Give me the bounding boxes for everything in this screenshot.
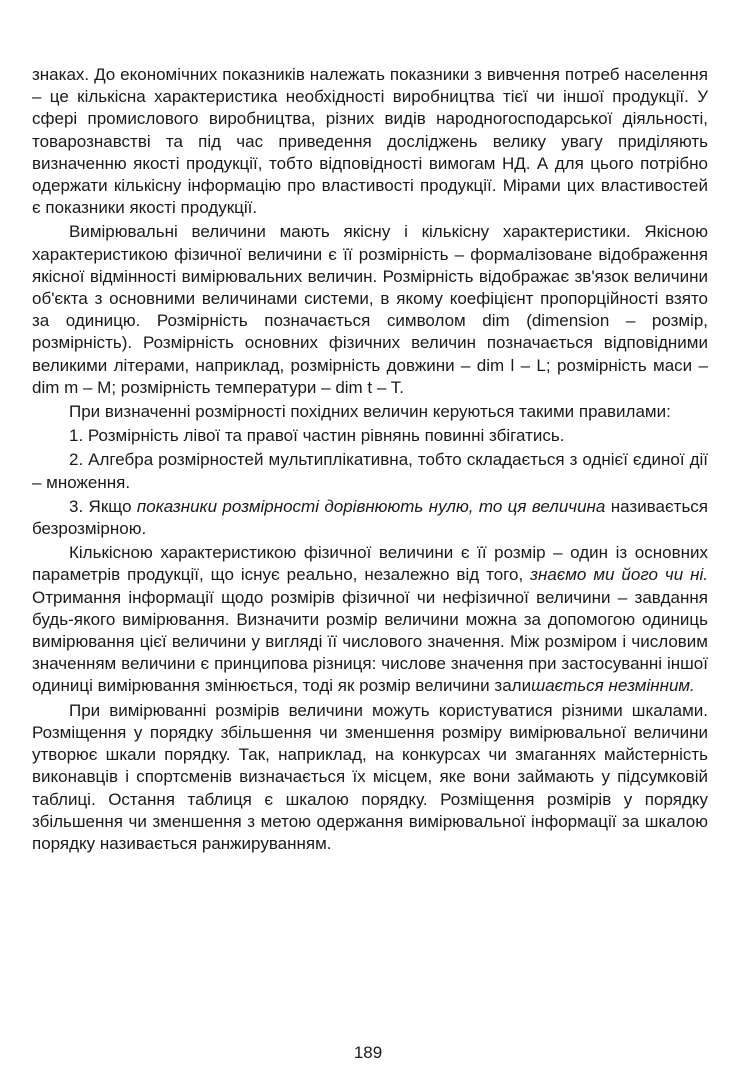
rule-1: 1. Розмірність лівої та правої частин рівнянь повинні збігатись. bbox=[69, 426, 565, 446]
paragraph-dimension: Вимірювальні величини мають якісну і кількісну характеристики. Якісною характеристикою фізичної величини є її розмірність – формалізоване відображення якісної відмінності вимірювальних величин. Розмірність відображає зв'язок величини об'єкта з основними величинами системи, в якому коефіцієнт пропорційності взято за одиницю. Розмірність позначається символом dim (dimension – розмір, розмірність). Розмірність основних фізичних величин позначається відповідними великими літерами, наприклад, розмірність довжини – dim l – L; розмірність маси – dim m – M; розмірність температури – dim t – T. bbox=[32, 222, 708, 397]
page-body bbox=[32, 64, 708, 857]
paragraph-size bbox=[32, 542, 708, 697]
paragraph-economic-indicators: знаках. До економічних показників належать показники з вивчення потреб населення – це кількісна характеристика необхідності виробництва тієї чи іншої продукції. У сфері промислового виробництва, різних видів народногосподарської діяльності, товарознавстві та під час приведення досліджень велику увагу приділяють визначенню якості продукції, тобто відповідності вимогам НД. А для цього потрібно одержати кількісну інформацію про властивості продукції. Мірами цих властивостей є показники якості продукції. bbox=[32, 65, 708, 218]
paragraph-size-start: Кількісною характеристикою фізичної величини є її розмір – один із основних параметрів продукції, що існує реально, незалежно від того, bbox=[32, 543, 708, 585]
rule-3-end: називається безрозмірною. bbox=[32, 496, 709, 539]
rule-2: 2. Алгебра розмірностей мультиплікативна, тобто складається з однієї єдиної дії – множення. bbox=[32, 450, 708, 492]
paragraph-scales: При вимірюванні розмірів величини можуть користуватися різними шкалами. Розміщення у порядку збільшення чи зменшення розміру вимірювальної величини утворює шкали порядку. Так, наприклад, на конкурсах чи змаганнях майстерність виконавців і спортсменів визначається їх місцем, яке вони займають у підсумковій таблиці. Остання таблиця є шкалою порядку. Розміщення розмірів у порядку збільшення чи зменшення з метою одержання вимірювальної інформації за шкалою порядку називається ранжируванням. bbox=[32, 700, 708, 853]
rule-3 bbox=[32, 496, 708, 540]
paragraph-rules-intro: При визначенні розмірності похідних величин керуються такими правилами: bbox=[69, 402, 671, 422]
rule-3-italic: показники розмірності дорівнюють нулю, то ця величина bbox=[136, 496, 606, 516]
paragraph-size-italic-2: шається незмінним. bbox=[531, 676, 695, 696]
page-number: 189 bbox=[353, 1043, 383, 1062]
paragraph-size-mid: Отримання інформації щодо розмірів фізичної чи нефізичної величини – завдання будь-якого вимірювання. Визначити розмір величини можна за допомогою одиниць вимірювання цієї величини у вигляді її числового значення. Між розміром і числовим значенням величини є принципова різниця: числове значення при застосуванні іншої одиниці вимірювання змінюється, тоді як розмір величини зали bbox=[32, 587, 708, 696]
rule-3-start: 3. Якщо bbox=[69, 496, 137, 516]
paragraph-size-italic-1: знаємо ми його чи ні. bbox=[530, 565, 709, 585]
